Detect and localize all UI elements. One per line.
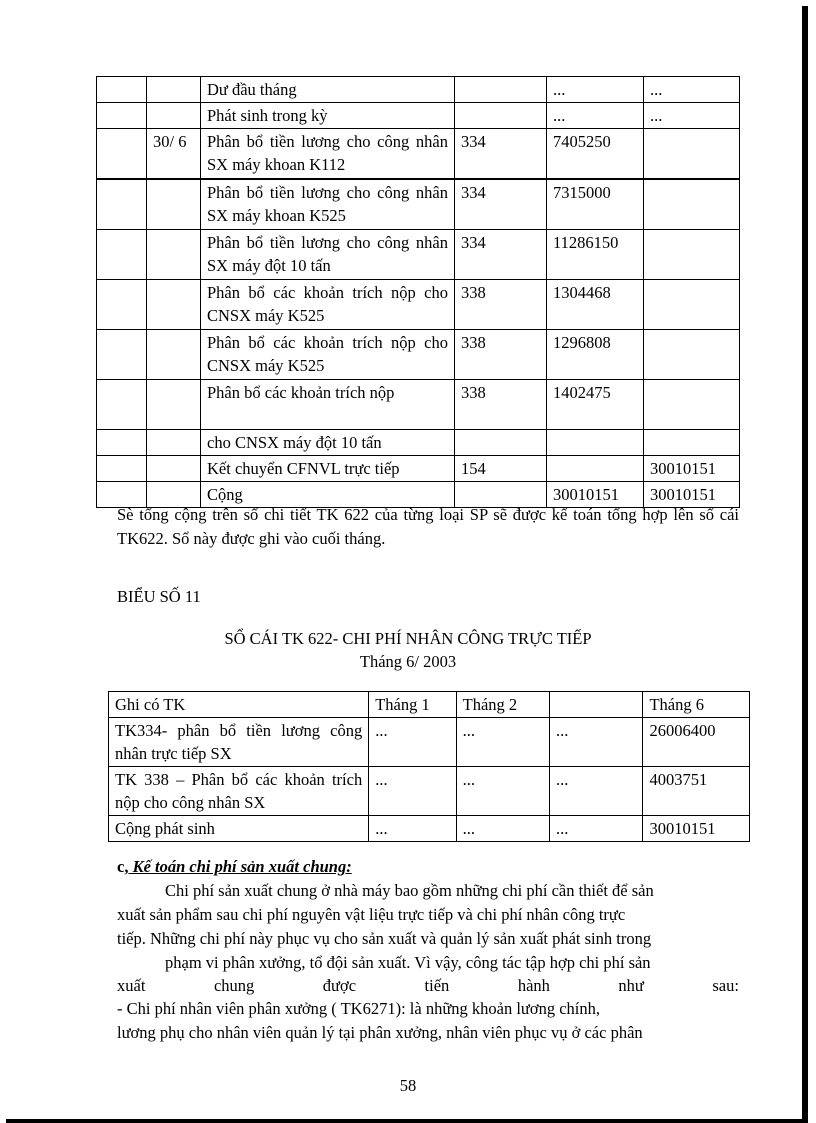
ledger-cell-acct: 338 <box>455 280 547 330</box>
page-number: 58 <box>399 1076 417 1095</box>
ledger-cell-date <box>97 380 147 430</box>
body-line: tiếp. Những chi phí này phục vụ cho sản xuất và quản lý sản xuất phát sinh trong <box>117 929 652 948</box>
ledger-cell-desc: Kết chuyển CFNVL trực tiếp <box>201 456 455 482</box>
so-cai-cell-m6: 4003751 <box>643 767 750 816</box>
ledger-cell-desc: Phân bổ tiền lương cho công nhân SX máy khoan K525 <box>201 179 455 230</box>
so-cai-row <box>109 767 750 816</box>
so-cai-cell-m2: ... <box>456 816 549 842</box>
ledger-row <box>97 77 740 103</box>
body-word: như <box>618 976 644 995</box>
ledger-cell-desc: Phân bổ các khoản trích nộp cho CNSX máy K525 <box>201 330 455 380</box>
ledger-cell-debit: 30010151 <box>547 482 644 508</box>
ledger-cell-debit: 1304468 <box>547 280 644 330</box>
ledger-cell-debit: 11286150 <box>547 230 644 280</box>
body-line-justified <box>117 976 739 996</box>
ledger-cell-credit: ... <box>644 77 740 103</box>
ledger-cell-acct: 334 <box>455 179 547 230</box>
ledger-cell-date <box>97 129 147 180</box>
ledger-cell-desc: Dư đầu tháng <box>201 77 455 103</box>
tk622-detail-table <box>96 76 740 508</box>
so-cai-row <box>109 816 750 842</box>
so-cai-cell-m6: 26006400 <box>643 718 750 767</box>
ledger-cell-desc: Phân bổ các khoản trích nộp <box>201 380 455 430</box>
ledger-cell-desc: Phân bổ các khoản trích nộp cho CNSX máy K525 <box>201 280 455 330</box>
ledger-cell-desc: Cộng <box>201 482 455 508</box>
page-edge-shadow-bottom <box>6 1119 808 1123</box>
ledger-cell-acct <box>455 77 547 103</box>
so-cai-cell-m1: ... <box>369 767 456 816</box>
ledger-cell-acct: 338 <box>455 330 547 380</box>
ledger-cell-no: 30/ 6 <box>147 129 201 180</box>
ledger-cell-acct: 154 <box>455 456 547 482</box>
ledger-cell-date <box>97 280 147 330</box>
ledger-cell-date <box>97 103 147 129</box>
ledger-cell-no <box>147 103 201 129</box>
so-cai-cell-m3: ... <box>550 718 643 767</box>
body-word: xuất <box>117 976 146 995</box>
ledger-cell-credit: 30010151 <box>644 456 740 482</box>
ledger-cell-debit: ... <box>547 77 644 103</box>
ledger-cell-debit: 7405250 <box>547 129 644 180</box>
ledger-cell-date <box>97 230 147 280</box>
ledger-cell-acct: 334 <box>455 129 547 180</box>
so-cai-cell-m3: ... <box>550 816 643 842</box>
body-line: - Chi phí nhân viên phân xưởng ( TK6271): là những khoản lương chính, <box>117 999 600 1018</box>
ledger-cell-no <box>147 380 201 430</box>
ledger-cell-credit <box>644 280 740 330</box>
body-line: phạm vi phân xưởng, tổ đội sản xuất. Vì vậy, công tác tập hợp chi phí sản <box>165 953 651 972</box>
ledger-row <box>97 179 740 230</box>
ledger-cell-debit <box>547 430 644 456</box>
ledger-cell-date <box>97 430 147 456</box>
so-cai-row <box>109 718 750 767</box>
ledger-cell-no <box>147 179 201 230</box>
ledger-subtitle: Tháng 6/ 2003 <box>359 652 457 671</box>
ledger-row <box>97 103 740 129</box>
ledger-cell-credit: ... <box>644 103 740 129</box>
ledger-cell-no <box>147 430 201 456</box>
body-word: chung <box>213 976 255 995</box>
ledger-cell-date <box>97 456 147 482</box>
body-word: hành <box>517 976 550 995</box>
body-line: xuất sản phẩm sau chi phí nguyên vật liệu trực tiếp và chi phí nhân công trực <box>117 905 626 924</box>
header-cell: Ghi có TK <box>109 692 369 718</box>
ledger-cell-credit <box>644 330 740 380</box>
ledger-cell-debit: ... <box>547 103 644 129</box>
body-line: Chi phí sản xuất chung ở nhà máy bao gồm những chi phí cần thiết để sản <box>165 881 654 900</box>
so-cai-cell-label: Cộng phát sinh <box>109 816 369 842</box>
so-cai-cell-m6: 30010151 <box>643 816 750 842</box>
ledger-row <box>97 430 740 456</box>
ledger-cell-desc: cho CNSX máy đột 10 tấn <box>201 430 455 456</box>
section-c-title: Kế toán chi phí sản xuất chung: <box>128 857 352 876</box>
ledger-cell-credit <box>644 380 740 430</box>
ledger-row <box>97 456 740 482</box>
ledger-row <box>97 230 740 280</box>
so-cai-table <box>108 691 750 842</box>
body-word: tiến <box>424 976 450 995</box>
ledger-cell-credit: 30010151 <box>644 482 740 508</box>
header-cell: Tháng 2 <box>456 692 549 718</box>
ledger-cell-no <box>147 230 201 280</box>
page-edge-shadow-right <box>802 6 808 1123</box>
bieu-label: BIỂU SỐ 11 <box>117 587 201 606</box>
body-word: sau: <box>712 976 739 995</box>
ledger-title: SỔ CÁI TK 622- CHI PHÍ NHÂN CÔNG TRỰC TIẾP <box>224 629 592 648</box>
ledger-cell-acct: 334 <box>455 230 547 280</box>
so-cai-cell-m2: ... <box>456 767 549 816</box>
ledger-cell-desc: Phát sinh trong kỳ <box>201 103 455 129</box>
ledger-cell-no <box>147 456 201 482</box>
ledger-cell-debit: 1296808 <box>547 330 644 380</box>
ledger-row <box>97 380 740 430</box>
body-line: lương phụ cho nhân viên quản lý tại phân xưởng, nhân viên phục vụ ở các phân <box>117 1023 643 1042</box>
ledger-cell-credit <box>644 230 740 280</box>
ledger-cell-no <box>147 330 201 380</box>
ledger-cell-desc: Phân bổ tiền lương cho công nhân SX máy đột 10 tấn <box>201 230 455 280</box>
ledger-cell-acct <box>455 430 547 456</box>
ledger-cell-date <box>97 330 147 380</box>
so-cai-header-row <box>109 692 750 718</box>
ledger-cell-no <box>147 77 201 103</box>
ledger-cell-desc: Phân bổ tiền lương cho công nhân SX máy khoan K112 <box>201 129 455 180</box>
ledger-cell-debit <box>547 456 644 482</box>
ledger-cell-credit <box>644 179 740 230</box>
ledger-cell-date <box>97 179 147 230</box>
ledger-cell-credit <box>644 430 740 456</box>
ledger-cell-debit: 7315000 <box>547 179 644 230</box>
so-cai-cell-m1: ... <box>369 816 456 842</box>
section-c-prefix: c, <box>117 857 129 876</box>
section-c-heading <box>117 857 352 877</box>
so-cai-cell-m3: ... <box>550 767 643 816</box>
so-cai-cell-label: TK 338 – Phân bổ các khoản trích nộp cho công nhân SX <box>109 767 369 816</box>
ledger-row <box>97 129 740 180</box>
ledger-cell-date <box>97 77 147 103</box>
ledger-row <box>97 280 740 330</box>
so-cai-cell-label: TK334- phân bổ tiền lương công nhân trực tiếp SX <box>109 718 369 767</box>
so-cai-cell-m2: ... <box>456 718 549 767</box>
header-cell: Tháng 6 <box>643 692 750 718</box>
body-word: được <box>322 976 357 995</box>
ledger-cell-acct <box>455 103 547 129</box>
header-cell: Tháng 1 <box>369 692 456 718</box>
header-cell <box>550 692 643 718</box>
ledger-cell-acct: 338 <box>455 380 547 430</box>
ledger-row <box>97 330 740 380</box>
so-cai-cell-m1: ... <box>369 718 456 767</box>
ledger-cell-debit: 1402475 <box>547 380 644 430</box>
ledger-cell-no <box>147 280 201 330</box>
ledger-cell-credit <box>644 129 740 180</box>
intro-paragraph: Sè tổng cộng trên sổ chi tiết TK 622 của từng loại SP sẽ được kế toán tổng hợp lên sổ cái TK622. Sổ này được ghi vào cuối tháng. <box>117 505 739 548</box>
